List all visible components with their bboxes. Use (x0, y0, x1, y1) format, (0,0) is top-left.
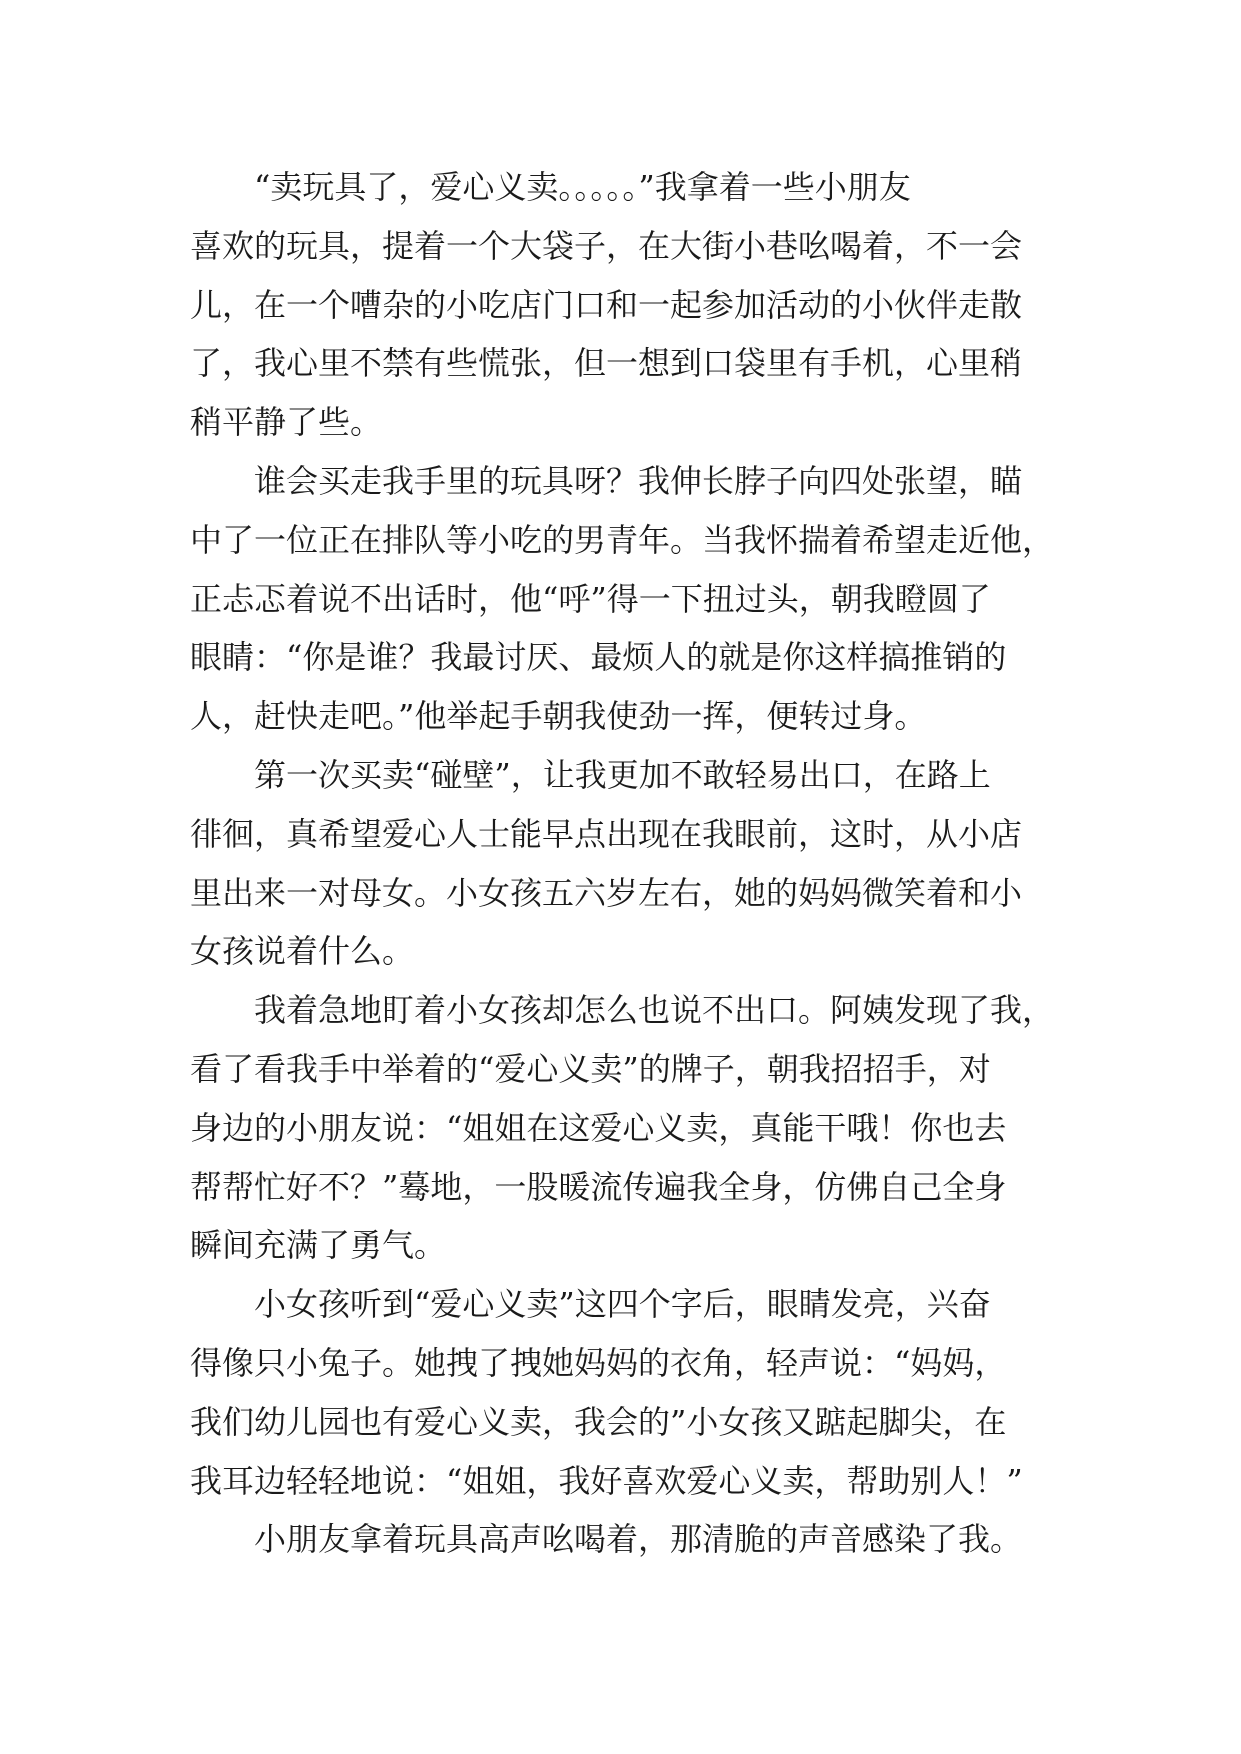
text-line: 小朋友拿着玩具高声吆喝着，那清脆的声音感染了我。 (254, 1520, 1023, 1559)
text-line: 瞬间充满了勇气。 (190, 1226, 447, 1265)
text-line: 第一次买卖“碰壁”，让我更加不敢轻易出口，在路上 (254, 755, 991, 794)
text-line: 我着急地盯着小女孩却怎么也说不出口。阿姨发现了我， (254, 991, 1055, 1030)
text-line: 正忐忑着说不出话时，他“呼”得一下扭过头，朝我瞪圆了 (190, 579, 991, 618)
text-line: 喜欢的玩具，提着一个大袋子，在大街小巷吆喝着，不一会 (190, 226, 1023, 265)
paragraph-2 (190, 452, 1090, 746)
paragraph-6 (190, 1510, 1090, 1569)
paragraph-1 (190, 158, 1090, 452)
text-line: 人，赶快走吧。”他举起手朝我使劲一挥，便转过身。 (190, 697, 927, 736)
paragraph-3 (190, 746, 1090, 981)
text-line: 身边的小朋友说：“姐姐在这爱心义卖，真能干哦！你也去 (190, 1108, 1007, 1147)
text-line: 帮帮忙好不？”蓦地，一股暖流传遍我全身，仿佛自己全身 (190, 1167, 1007, 1206)
text-line: 小女孩听到“爱心义卖”这四个字后，眼睛发亮，兴奋 (254, 1285, 991, 1324)
text-line: 我耳边轻轻地说：“姐姐，我好喜欢爱心义卖，帮助别人！” (190, 1461, 1023, 1500)
text-line: 了，我心里不禁有些慌张，但一想到口袋里有手机，心里稍 (190, 344, 1023, 383)
paragraph-4 (190, 981, 1090, 1275)
text-line: 徘徊，真希望爱心人士能早点出现在我眼前，这时，从小店 (190, 814, 1023, 853)
essay-body (190, 158, 1090, 1569)
text-line: 稍平静了些。 (190, 403, 383, 442)
text-line: “卖玩具了，爱心义卖。。。。。”我拿着一些小朋友 (254, 168, 911, 206)
text-line: 得像只小兔子。她拽了拽她妈妈的衣角，轻声说：“妈妈， (190, 1343, 1007, 1382)
text-line: 儿，在一个嘈杂的小吃店门口和一起参加活动的小伙伴走散 (190, 285, 1023, 324)
text-line: 中了一位正在排队等小吃的男青年。当我怀揣着希望走近他， (190, 520, 1055, 559)
text-line: 里出来一对母女。小女孩五六岁左右，她的妈妈微笑着和小 (190, 873, 1023, 912)
text-line: 我们幼儿园也有爱心义卖，我会的”小女孩又踮起脚尖，在 (190, 1402, 1007, 1441)
text-line: 眼睛：“你是谁？我最讨厌、最烦人的就是你这样搞推销的 (190, 638, 1007, 677)
paragraph-5 (190, 1275, 1090, 1510)
text-line: 谁会买走我手里的玩具呀？我伸长脖子向四处张望，瞄 (254, 461, 1023, 500)
text-line: 女孩说着什么。 (190, 932, 415, 971)
text-line: 看了看我手中举着的“爱心义卖”的牌子，朝我招招手，对 (190, 1049, 991, 1088)
